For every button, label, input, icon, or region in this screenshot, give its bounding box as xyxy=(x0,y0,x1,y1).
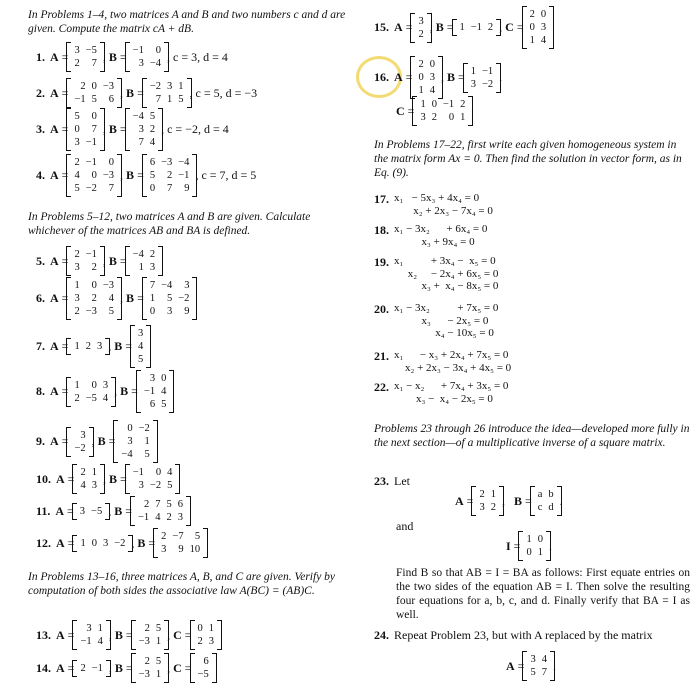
problem-17: 17. x₁ − 5x₃ + 4x₄ = 0 x₂ + 2x₃ − 7x₄ = 0 xyxy=(374,192,493,217)
matrix-entry: 9 xyxy=(184,183,190,194)
matrix-entry: 2 xyxy=(80,467,86,478)
matrix-entry: 7 xyxy=(155,499,161,510)
problem-23-lead: 23. Let xyxy=(374,474,410,488)
intro-problems-23-26: Problems 23 through 26 introduce the idea—developed more fully in the next section—of a multiplicative inverse of a square matrix. xyxy=(374,423,690,449)
matrix-entry: 4 xyxy=(541,654,547,665)
problem-18: 18. x₁ − 3x₂ + 6x₄ = 0 x₃ + 9x₄ = 0 xyxy=(374,223,488,248)
equation-row: x₁ − 3x₂ + 7x₅ = 0 xyxy=(394,302,499,314)
matrix-entry: 0 xyxy=(91,280,97,291)
matrix-entry: 0 xyxy=(91,379,97,391)
matrix-entry: 7 xyxy=(91,58,97,69)
problem-7: 7. A = 1 2 3 , B = 3 4 5 xyxy=(36,327,149,366)
matrix-entry: 0 xyxy=(155,45,162,56)
problem-21: 21. x₁ − x₃ + 2x₄ + 7x₅ = 0 x₂ + 2x₃ − 3x₄ + 4x₅ = 0 xyxy=(374,349,512,374)
matrix-entry: 2 xyxy=(144,623,150,634)
matrix-entry: 0 xyxy=(418,72,424,83)
equation-system xyxy=(394,192,493,217)
matrix-entry: 3 xyxy=(86,623,92,634)
matrix-entry: 6 xyxy=(177,499,183,510)
matrix-entry: d xyxy=(548,502,554,513)
matrix-entry: 9 xyxy=(184,306,190,317)
matrix-entry: 3 xyxy=(138,58,144,69)
matrix-entry: 3 xyxy=(420,112,426,123)
matrix-entry: 1 xyxy=(208,623,215,634)
matrix-entry: 3 xyxy=(167,81,173,92)
matrix-entry: 6 xyxy=(149,157,156,168)
matrix xyxy=(71,429,88,455)
matrix-entry: 2 xyxy=(91,262,97,273)
matrix-entry: 1 xyxy=(74,379,80,391)
intro-problems-17-22: In Problems 17–22, first write each given homogeneous system in the matrix form Ax = 0. Then find the solution in vector form, as in Eq. (9). xyxy=(374,139,682,179)
matrix-entry: 2 xyxy=(529,9,535,20)
matrix-entry: 1 xyxy=(149,293,156,304)
matrix xyxy=(118,422,152,461)
matrix-entry: 3 xyxy=(161,544,167,555)
matrix xyxy=(77,505,105,518)
matrix-entry: 3 xyxy=(418,15,424,27)
matrix-entry: −1 xyxy=(482,65,494,77)
matrix-entry: −3 xyxy=(138,636,150,647)
matrix xyxy=(527,653,550,679)
equation-row: x₁ − 3x₂ + 6x₄ = 0 xyxy=(394,223,488,235)
matrix-entry: 5 xyxy=(155,656,162,667)
matrix xyxy=(135,327,146,366)
matrix-entry: −3 xyxy=(102,280,115,291)
matrix-entry: −1 xyxy=(470,22,482,33)
matrix-entry: 2 xyxy=(490,502,496,513)
matrix-entry: 3 xyxy=(80,429,86,441)
matrix-entry: 5 xyxy=(149,170,156,181)
matrix-entry: 2 xyxy=(431,112,437,123)
matrix-entry: 3 xyxy=(470,78,476,90)
matrix-entry: −3 xyxy=(161,157,173,168)
matrix-entry: −4 xyxy=(149,58,162,69)
problem-12: 12. A = 1 0 3 −2 , B = 2 −7 5 3 9 10 xyxy=(36,530,206,556)
equation-row: x₃ + 9x₄ = 0 xyxy=(394,235,475,248)
problem-14: 14. A = 2 −1 , B = 2 5 −3 1 , C = 6 −5 xyxy=(36,655,215,681)
matrix-entry: 2 xyxy=(418,59,424,70)
matrix-entry: 3 xyxy=(167,306,173,317)
matrix-entry: 1 xyxy=(155,669,162,680)
problem-5: 5. A = 2 −1 3 2 , B = −4 2 1 3 xyxy=(36,248,161,274)
matrix-entry: 4 xyxy=(80,480,86,491)
matrix-entry: −3 xyxy=(138,669,150,680)
problem-22: 22. x₁ − x₂ + 7x₄ + 3x₅ = 0 x₃ − x₄ − 2x₅ = 0 xyxy=(374,380,509,405)
matrix-entry: 3 xyxy=(184,280,190,291)
matrix-entry: −2 xyxy=(482,78,494,90)
matrix-entry: 1 xyxy=(91,467,97,478)
matrix-entry: 2 xyxy=(74,58,80,69)
matrix-entry: 3 xyxy=(102,537,109,549)
matrix-entry: 1 xyxy=(138,262,144,273)
matrix-entry: 2 xyxy=(85,341,91,352)
matrix-entry: 2 xyxy=(74,157,80,168)
matrix-entry: 2 xyxy=(166,512,172,523)
matrix-entry: 1 xyxy=(526,534,532,545)
matrix xyxy=(158,530,203,556)
matrix xyxy=(523,533,546,559)
equation-row: x₂ + 2x₃ − 3x₄ + 4x₅ = 0 xyxy=(394,361,512,374)
problem-6: 6. A = 1 0 −3 3 2 4 2 −3 5 , B = 7 −4 3 1 5 −2 0 3 9 xyxy=(36,279,195,318)
matrix-entry: −5 xyxy=(197,669,209,680)
matrix-entry: 5 xyxy=(166,499,172,510)
matrix-entry: 0 xyxy=(149,306,156,317)
problem-3: 3. A = 5 0 0 7 3 −1 , B = −4 5 3 2 7 4 , c = −2, d = 4 xyxy=(36,111,229,148)
matrix-entry: 2 xyxy=(161,531,167,542)
matrix xyxy=(195,655,212,681)
matrix-entry: 0 xyxy=(537,534,543,545)
matrix-entry: −2 xyxy=(178,293,190,304)
matrix-entry: 5 xyxy=(149,111,156,122)
matrix-entry: 1 xyxy=(80,537,86,549)
matrix-entry: 5 xyxy=(161,399,167,410)
matrix xyxy=(415,58,438,97)
matrix-entry: 4 xyxy=(149,137,156,148)
matrix xyxy=(77,537,128,550)
matrix-entry: 0 xyxy=(197,623,203,634)
matrix-entry: 5 xyxy=(155,623,162,634)
matrix-entry: 7 xyxy=(91,124,97,135)
matrix xyxy=(130,248,158,274)
matrix-entry: 7 xyxy=(541,667,547,678)
matrix-entry: 2 xyxy=(91,293,97,304)
matrix xyxy=(71,379,111,405)
matrix-entry: 1 xyxy=(178,81,184,92)
matrix-entry: 0 xyxy=(127,423,133,434)
intro-problems-5-12: In Problems 5–12, two matrices A and B are given. Calculate whichever of the matrices AB and BA is defined. xyxy=(28,211,311,237)
matrix-entry: 1 xyxy=(418,85,424,96)
equation-system xyxy=(394,302,498,340)
matrix-entry: −4 xyxy=(178,157,190,168)
matrix-entry: 0 xyxy=(526,547,532,558)
matrix-entry: 4 xyxy=(102,392,109,404)
matrix-entry: −5 xyxy=(91,505,103,517)
matrix-entry: 3 xyxy=(479,502,485,513)
matrix xyxy=(195,622,218,648)
matrix-entry: 2 xyxy=(149,124,156,135)
matrix xyxy=(527,8,550,47)
equation-system xyxy=(394,223,487,248)
matrix xyxy=(147,156,193,195)
matrix-entry: 2 xyxy=(74,306,80,317)
equation-row: x₄ − 10x₅ = 0 xyxy=(394,327,494,339)
matrix-entry: 7 xyxy=(138,137,144,148)
matrix-entry: 3 xyxy=(79,505,86,517)
matrix-entry: 6 xyxy=(108,94,115,105)
matrix-entry: 5 xyxy=(138,354,144,365)
matrix-entry: 2 xyxy=(80,81,86,92)
matrix-entry: 2 xyxy=(167,170,173,181)
matrix xyxy=(130,110,158,149)
matrix xyxy=(417,98,468,124)
problem-16: 16. A = 2 0 0 3 1 4 , B = 1 −1 3 −2 . xyxy=(374,59,503,96)
problem-10: 10. A = 2 1 4 3 , B = −1 0 4 3 −2 5 xyxy=(36,466,178,492)
problem-13: 13. A = 3 1 −1 4 , B = 2 5 −3 1 , C = 0 1 2 3 xyxy=(36,622,220,648)
matrix-entry: −2 xyxy=(74,442,86,454)
matrix xyxy=(135,498,186,524)
equation-row: x₁ − x₃ + 2x₄ + 7x₅ = 0 xyxy=(394,349,509,361)
matrix-entry: 3 xyxy=(530,654,536,665)
intro-problems-13-16: In Problems 13–16, three matrices A, B, and C are given. Verify by computation of both sides the associative law A(BC) = (AB)C. xyxy=(28,571,336,597)
matrix-entry: −1 xyxy=(85,137,97,148)
matrix-entry: c xyxy=(537,502,543,513)
matrix-entry: 4 xyxy=(97,636,103,647)
matrix-entry: 4 xyxy=(74,170,80,181)
matrix-entry: 6 xyxy=(203,656,209,667)
matrix xyxy=(147,80,187,106)
matrix xyxy=(71,340,105,353)
problem-9: 9. A = 3 −2 , B = 0 −2 3 1 −4 5 xyxy=(36,422,156,461)
matrix-entry: 3 xyxy=(138,480,144,491)
equation-system xyxy=(394,349,511,374)
matrix-entry: 0 xyxy=(161,373,167,384)
matrix xyxy=(71,279,117,318)
matrix-entry: 1 xyxy=(97,623,103,634)
matrix-entry: 2 xyxy=(74,392,80,404)
problem-16-c: C = 1 0 −1 2 3 2 0 1 xyxy=(396,98,471,124)
matrix-entry: 3 xyxy=(540,22,547,33)
equation-row: x₃ − x₄ − 2x₅ = 0 xyxy=(394,392,493,405)
problem-20: 20. x₁ − 3x₂ + 7x₅ = 0 x₃ − 2x₅ = 0 x₄ − 10x₅ = 0 xyxy=(374,302,499,339)
matrix-entry: −5 xyxy=(85,45,97,56)
matrix-entry: 3 xyxy=(177,512,183,523)
matrix-entry: 7 xyxy=(155,94,162,105)
matrix-entry: 10 xyxy=(189,544,201,555)
matrix-entry: 0 xyxy=(431,99,437,110)
matrix-entry: 3 xyxy=(74,293,80,304)
matrix-entry: 5 xyxy=(91,94,97,105)
problem-23-text: Find B so that AB = I = BA as follows: First equate entries on the two sides of the equation AB = I. Then solve the resulting four equations for a, b, c, and d. Finally verify that BA = I as well. xyxy=(396,567,690,621)
matrix xyxy=(136,622,164,648)
matrix-entry: −5 xyxy=(85,392,97,404)
matrix-entry: 4 xyxy=(167,467,173,478)
matrix-entry: −2 xyxy=(138,423,150,434)
matrix-entry: 5 xyxy=(144,449,150,460)
matrix xyxy=(476,488,499,514)
matrix-entry: b xyxy=(548,489,554,500)
matrix xyxy=(130,466,176,492)
equation-row: x₃ − 2x₅ = 0 xyxy=(394,314,489,327)
problem-8: 8. A = 1 0 3 2 −5 4 , B = 3 0 −1 4 6 5 xyxy=(36,372,172,411)
matrix-entry: −7 xyxy=(172,531,184,542)
problem-24-matrix: A = 3 4 5 7 . xyxy=(506,654,556,678)
matrix-entry: −1 xyxy=(91,662,103,674)
matrix-entry: −2 xyxy=(114,537,126,549)
matrix-entry: 9 xyxy=(178,544,184,555)
problem-1: 1. A = 3 −5 2 7 , B = −1 0 3 −4 , c = 3, d = 4 xyxy=(36,45,228,69)
matrix xyxy=(130,44,164,70)
matrix-entry: 5 xyxy=(74,183,80,194)
matrix-entry: 0 xyxy=(91,111,97,122)
matrix-entry: 3 xyxy=(429,72,435,83)
matrix-entry: 5 xyxy=(530,667,536,678)
matrix xyxy=(415,15,426,41)
matrix-entry: 3 xyxy=(74,262,80,273)
matrix xyxy=(457,21,497,34)
matrix xyxy=(136,655,164,681)
equation-row: x₂ + 2x₃ − 7x₄ = 0 xyxy=(394,204,493,217)
matrix-entry: −3 xyxy=(102,170,115,181)
matrix xyxy=(141,372,169,411)
matrix-entry: 3 xyxy=(149,373,156,384)
matrix-entry: 5 xyxy=(178,94,184,105)
matrix-entry: −4 xyxy=(132,111,144,122)
matrix-entry: 5 xyxy=(167,293,173,304)
matrix-entry: −2 xyxy=(149,480,162,491)
matrix xyxy=(71,156,117,195)
matrix xyxy=(71,44,99,70)
matrix-entry: 0 xyxy=(429,59,435,70)
matrix xyxy=(77,622,105,648)
problem-23-identity: I = 1 0 0 1 . xyxy=(506,534,552,558)
equation-row: x₁ − 5x₃ + 4x₄ = 0 xyxy=(394,192,480,204)
matrix-entry: 1 xyxy=(529,35,535,46)
matrix-entry: 0 xyxy=(529,22,535,33)
matrix-entry: 3 xyxy=(138,124,144,135)
matrix-entry: 7 xyxy=(108,183,115,194)
matrix-entry: 1 xyxy=(460,112,466,123)
matrix-entry: 1 xyxy=(74,341,80,352)
matrix-entry: 3 xyxy=(96,341,103,352)
matrix-entry: 2 xyxy=(418,28,424,40)
problem-2: 2. A = 2 0 −3 −1 5 6 , B = −2 3 1 7 1 5 , c = 5, d = −3 xyxy=(36,81,258,105)
matrix-entry: 7 xyxy=(149,280,156,291)
matrix-entry: −3 xyxy=(85,306,97,317)
problem-24: 24. Repeat Problem 23, but with A replaced by the matrix xyxy=(374,628,653,642)
matrix-entry: −1 xyxy=(138,512,150,523)
equation-row: x₂ − 2x₄ + 6x₅ = 0 xyxy=(394,267,499,280)
matrix-entry: 2 xyxy=(149,249,156,260)
matrix-entry: 3 xyxy=(74,45,80,56)
matrix-entry: 3 xyxy=(74,137,80,148)
intro-problems-1-4: In Problems 1–4, two matrices A and B and two numbers c and d are given. Compute the matrix cA + dB. xyxy=(28,9,346,35)
matrix-entry: −4 xyxy=(132,249,144,260)
matrix-entry: 4 xyxy=(138,341,144,352)
matrix xyxy=(77,466,100,492)
matrix-entry: 3 xyxy=(102,379,109,391)
matrix-entry: 5 xyxy=(167,480,173,491)
matrix-entry: 3 xyxy=(208,636,215,647)
matrix-entry: 0 xyxy=(108,157,115,168)
matrix-entry: −1 xyxy=(132,45,144,56)
matrix-entry: 2 xyxy=(80,662,86,674)
matrix-entry: 2 xyxy=(197,636,203,647)
matrix-entry: −1 xyxy=(85,157,97,168)
matrix-entry: 2 xyxy=(479,489,485,500)
matrix-entry: a xyxy=(537,489,543,500)
matrix-entry: 5 xyxy=(108,306,115,317)
matrix-entry: 3 xyxy=(138,328,144,339)
matrix-entry: 0 xyxy=(149,183,156,194)
matrix-entry: 0 xyxy=(448,112,455,123)
equation-row: x₁ + 3x₄ − x₅ = 0 xyxy=(394,255,496,267)
matrix-entry: 0 xyxy=(91,81,97,92)
matrix-entry: 0 xyxy=(91,170,97,181)
matrix xyxy=(71,80,117,106)
matrix-entry: −1 xyxy=(178,170,190,181)
matrix-entry: 1 xyxy=(167,94,173,105)
problem-23-matrices: A = 2 1 3 2 , B = a b c d . xyxy=(455,489,563,513)
matrix-entry: −3 xyxy=(102,81,115,92)
matrix-entry: −1 xyxy=(85,249,97,260)
matrix-entry: 1 xyxy=(420,99,426,110)
matrix-entry: 3 xyxy=(91,480,97,491)
matrix-entry: 4 xyxy=(155,512,161,523)
matrix-entry: −1 xyxy=(143,386,156,397)
matrix-entry: 0 xyxy=(540,9,547,20)
matrix-entry: 4 xyxy=(161,386,167,397)
matrix-entry: 4 xyxy=(429,85,435,96)
equation-system xyxy=(394,255,498,293)
matrix-entry: 0 xyxy=(155,467,162,478)
matrix-entry: −4 xyxy=(121,449,133,460)
matrix-entry: 0 xyxy=(91,537,97,549)
matrix-entry: 4 xyxy=(540,35,547,46)
matrix-entry: 1 xyxy=(74,280,80,291)
matrix-entry: 1 xyxy=(144,436,150,447)
problem-11: 11. A = 3 −5 , B = 2 7 5 6 −1 4 2 3 xyxy=(36,498,189,524)
matrix-entry: 2 xyxy=(74,249,80,260)
matrix-entry: 3 xyxy=(149,262,156,273)
matrix-entry: 2 xyxy=(460,99,466,110)
matrix-entry: 7 xyxy=(167,183,173,194)
matrix-entry: −1 xyxy=(80,636,92,647)
matrix-entry: 1 xyxy=(459,22,465,33)
problem-23-and: and xyxy=(396,519,414,533)
matrix-entry: 4 xyxy=(108,293,115,304)
equation-system xyxy=(394,380,508,405)
matrix-entry: 2 xyxy=(143,499,150,510)
matrix-entry: 1 xyxy=(155,636,162,647)
matrix xyxy=(71,110,99,149)
matrix-entry: 0 xyxy=(74,124,80,135)
matrix-entry: 5 xyxy=(194,531,201,542)
matrix-entry: 6 xyxy=(149,399,156,410)
matrix-entry: 2 xyxy=(487,22,494,33)
problem-4: 4. A = 2 −1 0 4 0 −3 5 −2 7 , B = 6 −3 −4 5 2 −1 0 7 9 , c = 7, d = 5 xyxy=(36,157,257,194)
matrix-entry: 2 xyxy=(144,656,150,667)
matrix-entry: −2 xyxy=(149,81,162,92)
matrix xyxy=(468,65,496,91)
matrix xyxy=(77,662,105,675)
matrix-entry: 3 xyxy=(127,436,133,447)
matrix-entry: −1 xyxy=(74,94,86,105)
matrix-entry: 1 xyxy=(470,65,476,77)
matrix-entry: 5 xyxy=(74,111,80,122)
problem-15: 15. A = 3 2 , B = 1 −1 2 , C = 2 0 0 3 1 4 xyxy=(374,8,552,47)
matrix-entry: −2 xyxy=(85,183,97,194)
problem-19: 19. x₁ + 3x₄ − x₅ = 0 x₂ − 2x₄ + 6x₅ = 0 x₃ + x₄ − 8x₅ = 0 xyxy=(374,255,499,292)
matrix-entry: −1 xyxy=(442,99,455,110)
equation-row: x₁ − x₂ + 7x₄ + 3x₅ = 0 xyxy=(394,380,509,392)
matrix xyxy=(535,488,557,514)
matrix-entry: −4 xyxy=(161,280,173,291)
equation-row: x₃ + x₄ − 8x₅ = 0 xyxy=(394,280,499,292)
matrix xyxy=(147,279,193,318)
matrix-entry: 1 xyxy=(490,489,496,500)
matrix-entry: −1 xyxy=(132,467,144,478)
matrix-entry: 1 xyxy=(537,547,543,558)
matrix xyxy=(71,248,99,274)
